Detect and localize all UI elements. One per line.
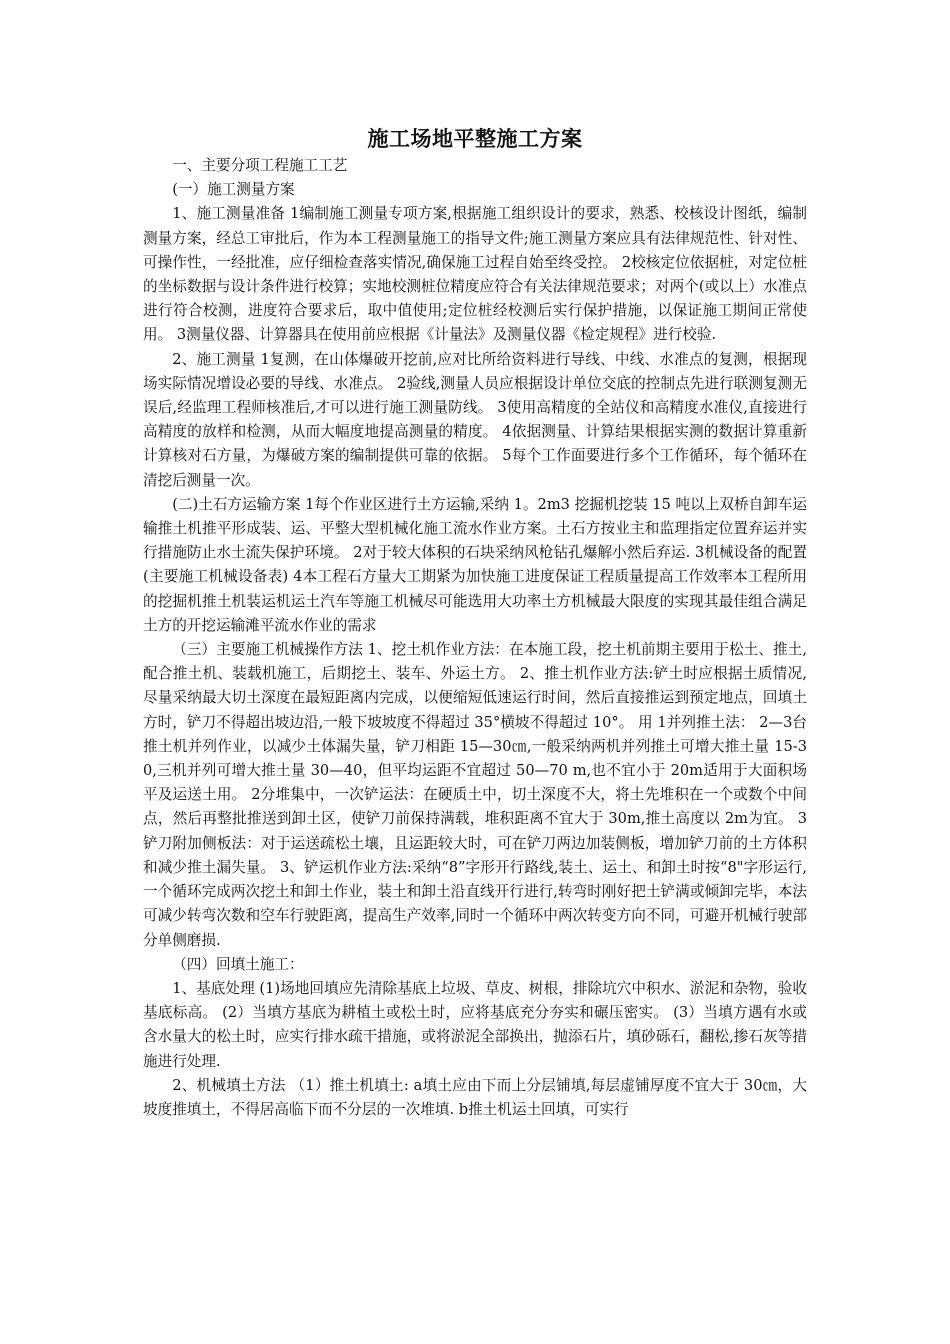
paragraph: 2、施工测量 1复测，在山体爆破开挖前,应对比所给资料进行导线、中线、水准点的复测，根据现场实际情况增设必要的导线、水准点。 2验线,测量人员应根据设计单位交底的控制点先进行联测复测无误后,经监理工程师核准后,才可以进行施工测量防线。 3使用高精度的全站仪和高精度水准仪,直接进行高精度的放样和检测，从而大幅度地提高测量的精度。 4依据测量、计算结果根据实测的数据计算重新计算核对石方量，为爆破方案的编制提供可靠的依据。 5每个工作面要进行多个工作循环，每个循环在清挖后测量一次。 — [143, 350, 807, 489]
paragraph: （三）主要施工机械操作方法 1、挖土机作业方法：在本施工段，挖土机前期主要用于松土、推土,配合推土机、装载机施工，后期挖土、装车、外运土方。 2、推土机作业方法:铲土时应根据土质情况,尽量采纳最大切土深度在最短距离内完成，以便缩短低速运行时间，然后直接推运到预定地点，回填土方时，铲刀不得超出坡边沿,一般下坡坡度不得超过 35°横坡不得超过 10°。 用 1并列推土法： 2—3台推土机并列作业，以减少土体漏失量，铲刀相距 15—30㎝,一般采纳两机并列推土可增大推土量 15-30,三机并列可增大推土量 30—40，但平均运距不宜超过 50—70 m,也不宜小于 20m适用于大面积场平及运送土用。 2分堆集中，一次铲运法：在硬质土中，切土深度不大，将土先堆积在一个或数个中间点，然后再整批推送到卸土区，使铲刀前保持满载，堆积距离不宜大于 30m,推土高度以 2m为宜。 3铲刀附加侧板法：对于运送疏松土壤，且运距较大时，可在铲刀两边加装侧板，增加铲刀前的土方体积和减少推土漏失量。 3、铲运机作业方法:采纳“8”字形开行路线,装土、运土、和卸土时按“8"字形运行,一个循环完成两次挖土和卸土作业，装土和卸土沿直线开行进行,转弯时刚好把土铲满或倾卸完毕，本法可减少转弯次数和空车行驶距离，提高生产效率,同时一个循环中两次转变方向不同，可避开机械行驶部分单侧磨损. — [143, 641, 807, 949]
paragraph: (二)土石方运输方案 1每个作业区进行土方运输,采纳 1。2m3 挖掘机挖装 15 吨以上双桥自卸车运输推土机推平形成装、运、平整大型机械化施工流水作业方案。土石方按业主和监理指定位置弃运并实行措施防止水土流失保护环境。 2对于较大体积的石块采纳风枪钻孔爆解小然后弃运. 3机械设备的配置(主要施工机械设备表) 4本工程石方量大工期紧为加快施工进度保证工程质量提高工作效率本工程所用的挖掘机推土机装运机运土汽车等施工机械尽可能选用大功率土方机械最大限度的实现其最佳组合满足土方的开挖运输滩平流水作业的需求 — [143, 495, 807, 634]
document-body — [143, 124, 807, 1122]
subsection-heading: （四）回填土施工： — [172, 955, 304, 973]
paragraph: 1、基底处理 (1)场地回填应先清除基底上垃圾、草皮、树根，排除坑穴中积水、淤泥和杂物，验收基底标高。 (2）当填方基底为耕植土或松土时，应将基底充分夯实和碾压密实。 (3）当填方遇有水或含水量大的松土时，应实行排水疏干措施，或将淤泥全部换出，抛添石片，填砂砾石，翻松,掺石灰等措施进行处理. — [143, 979, 807, 1070]
paragraph: 1、施工测量准备 1编制施工测量专项方案,根据施工组织设计的要求，熟悉、校核设计图纸，编制测量方案，经总工审批后，作为本工程测量施工的指导文件;施工测量方案应具有法律规范性、针对性、可操作性，一经批准，应仔细检查落实情况,确保施工过程自始至终受控。 2校核定位依据桩，对定位桩的坐标数据与设计条件进行校算；实地校测桩位精度应符合有关法律规范要求；对两个(或以上）水准点进行符合校测，进度符合要求后，取中值使用;定位桩经校测后实行保护措施，以保证施工期间正常使用。 3测量仪器、计算器具在使用前应根据《计量法》及测量仪器《检定规程》进行校验. — [143, 205, 807, 344]
paragraph: 2、机械填土方法 （1）推土机填土: a填土应由下而上分层铺填,每层虚铺厚度不宜大于 30㎝，大坡度推填土，不得居高临下而不分层的一次堆填. b推土机运土回填，可实行 — [143, 1076, 807, 1118]
subsection-heading: (一）施工测量方案 — [172, 181, 295, 199]
document-title: 施工场地平整施工方案 — [367, 127, 583, 151]
section-heading: 一、主要分项工程施工工艺 — [172, 157, 348, 174]
